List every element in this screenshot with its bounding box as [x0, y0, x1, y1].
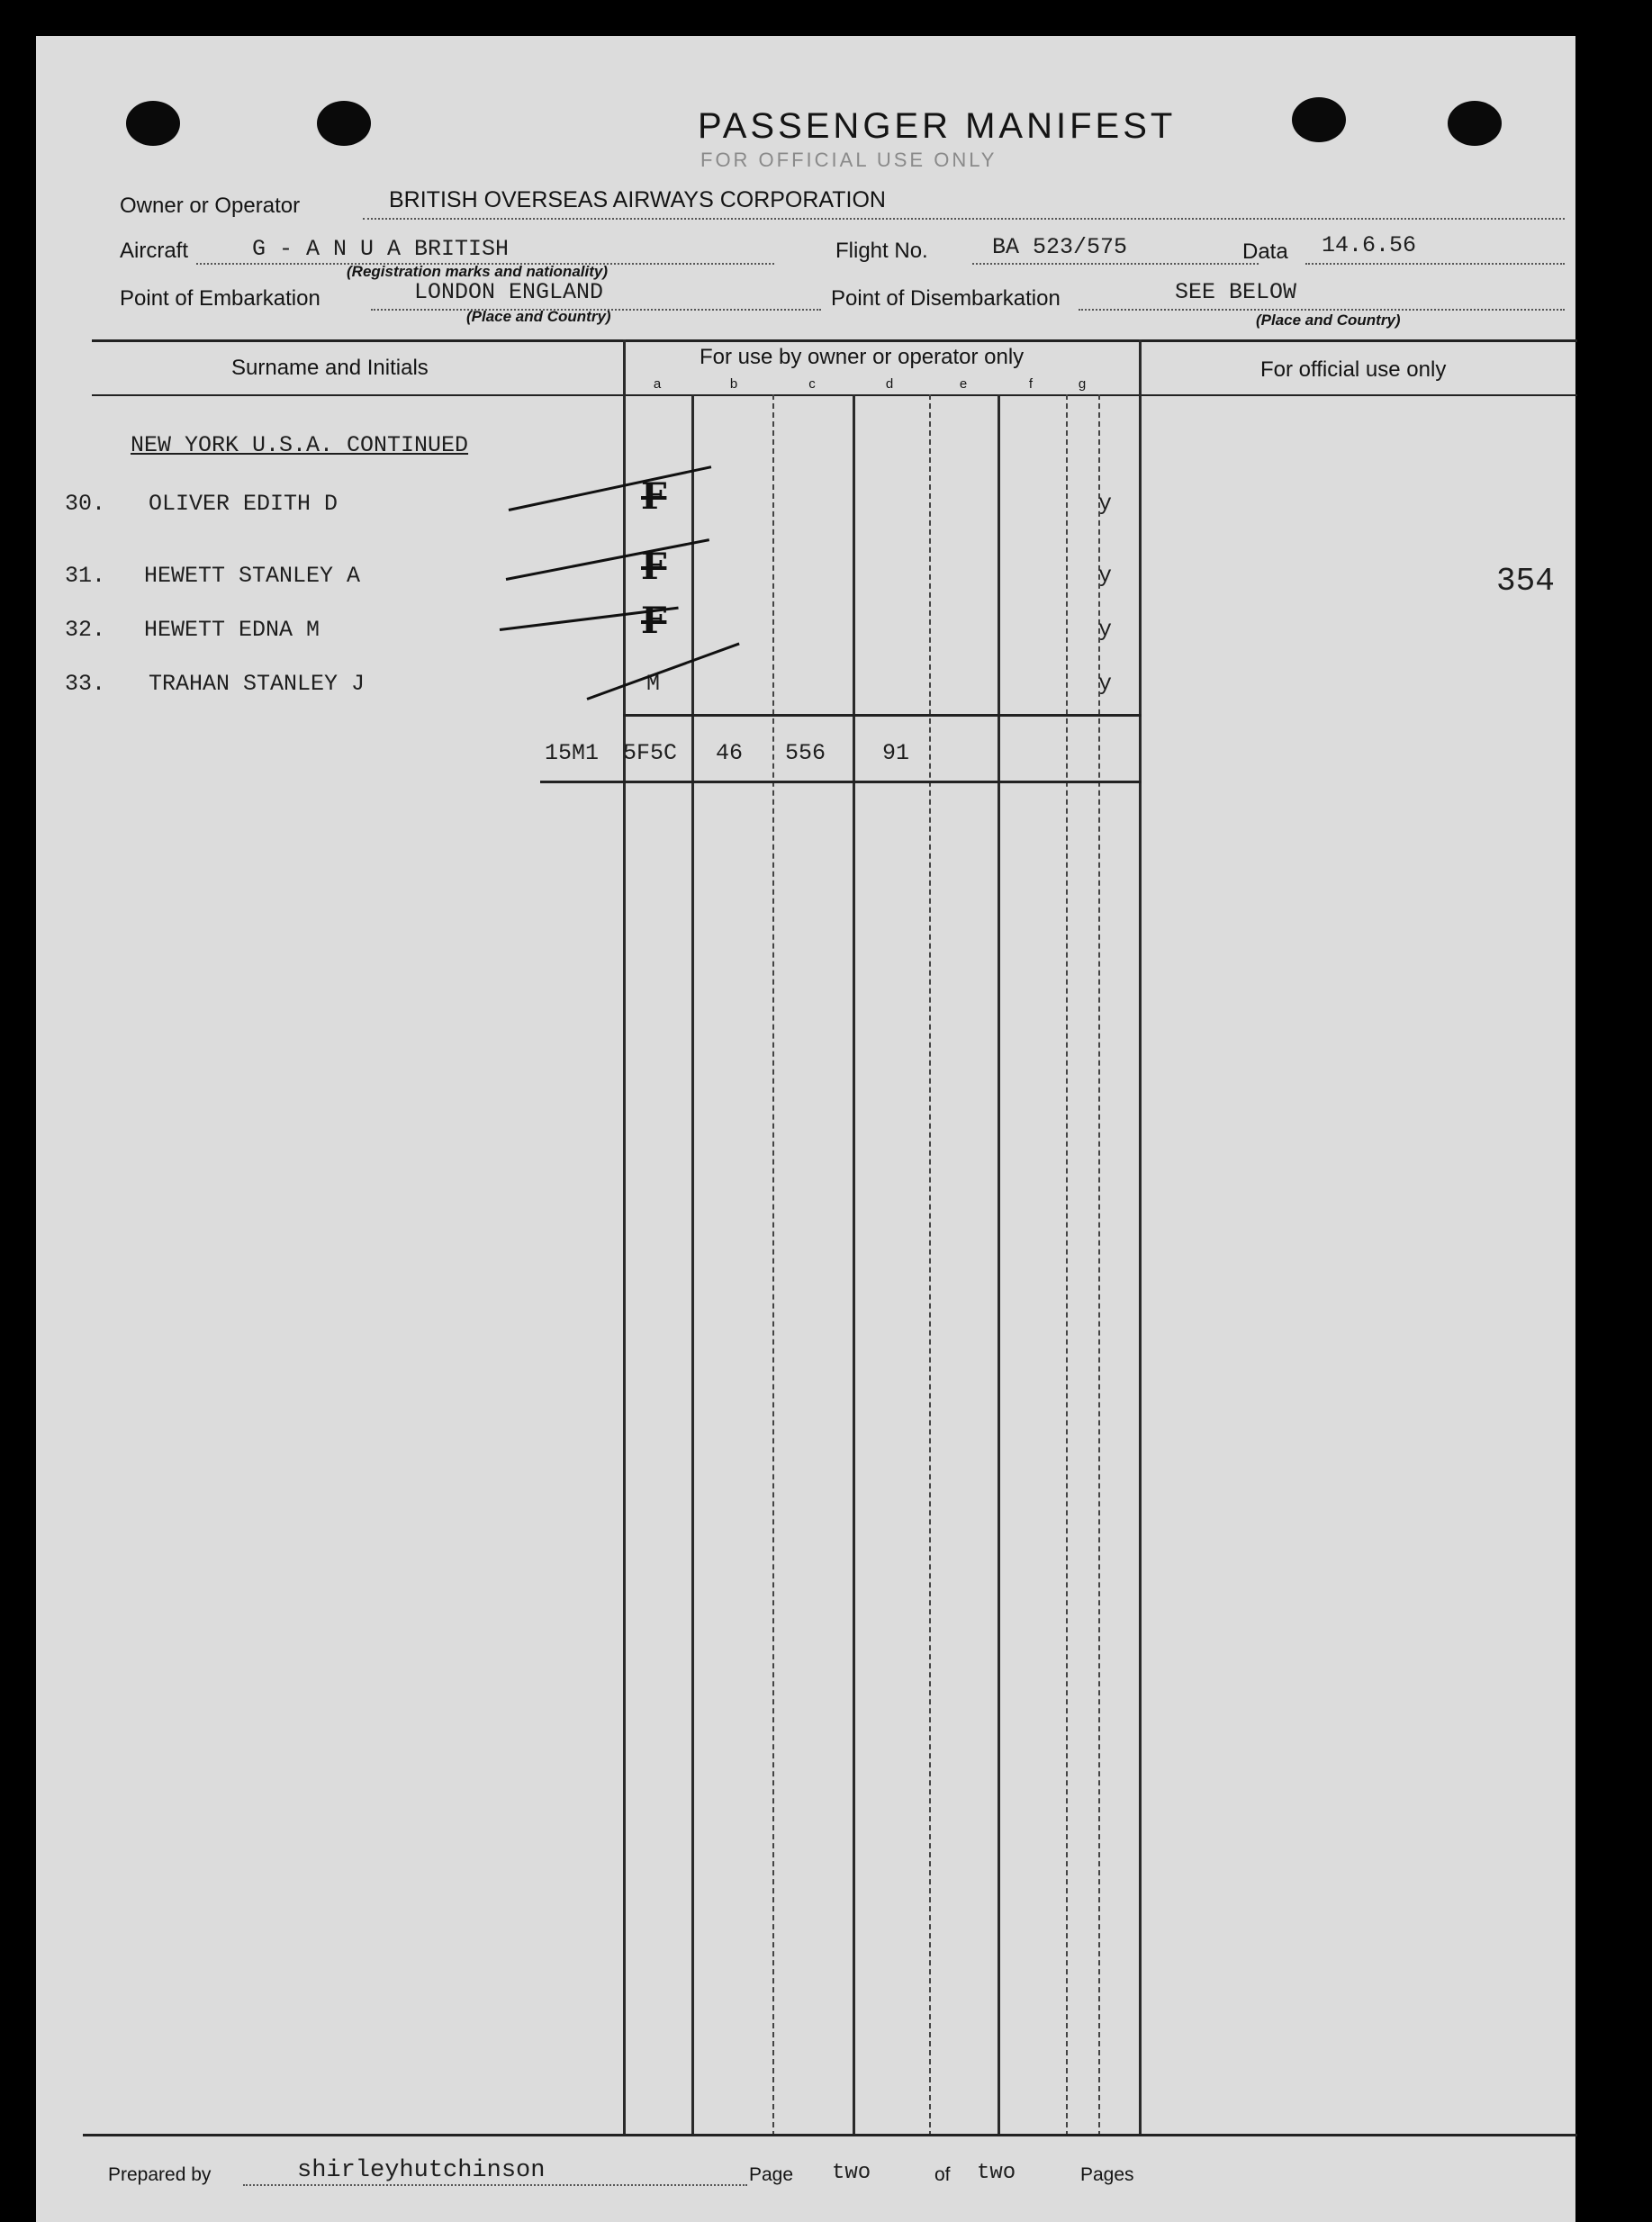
official-column-header: For official use only — [1260, 357, 1447, 382]
totals-a: 5F5C — [623, 740, 678, 766]
surname-column-header: Surname and Initials — [231, 356, 429, 380]
totals-b: 46 — [716, 740, 744, 766]
col-divider-left — [623, 339, 626, 2136]
passenger-name: TRAHAN STANLEY J — [149, 671, 366, 697]
prepared-label: Prepared by — [108, 2164, 212, 2185]
row-number: 33. — [65, 671, 106, 697]
sex-code: M — [646, 671, 661, 697]
table-top-rule — [92, 339, 1577, 342]
col-divider-official — [1139, 339, 1142, 2136]
flight-line — [972, 263, 1259, 265]
col-divider-b — [772, 394, 774, 2136]
subcol-header-b: b — [729, 376, 738, 392]
flight-label: Flight No. — [835, 239, 928, 263]
tick-mark — [506, 538, 709, 581]
table-header-rule — [92, 394, 1577, 396]
row-number: 31. — [65, 563, 106, 589]
passenger-name: HEWETT STANLEY A — [144, 563, 361, 589]
col-divider-g — [1098, 394, 1100, 2136]
sex-code: F — [641, 475, 667, 518]
col-divider-c — [853, 394, 855, 2136]
disembarkation-note: (Place and Country) — [1256, 312, 1401, 329]
aircraft-note: (Registration marks and nationality) — [347, 263, 608, 280]
section-heading: NEW YORK U.S.A. CONTINUED — [131, 432, 469, 458]
manifest-sheet — [36, 36, 1575, 2222]
punch-hole-icon — [317, 101, 371, 146]
sex-code: F — [641, 600, 667, 642]
embarkation-label: Point of Embarkation — [120, 286, 320, 311]
tick-mark — [586, 643, 739, 700]
totals-prefix: 15M1 — [545, 740, 600, 766]
prepared-line — [243, 2184, 747, 2186]
totals-top-rule — [623, 714, 1142, 717]
pages-label: Pages — [1080, 2164, 1134, 2185]
of-label: of — [934, 2164, 951, 2185]
col-divider-a — [691, 394, 694, 2136]
row-number: 32. — [65, 617, 106, 643]
operator-column-header: For use by owner or operator only — [700, 345, 1025, 369]
disembarkation-label: Point of Disembarkation — [831, 286, 1061, 311]
column-g-value: y — [1098, 671, 1113, 697]
subcol-header-g: g — [1078, 376, 1087, 392]
punch-hole-icon — [1292, 97, 1346, 142]
date-line — [1305, 263, 1565, 265]
totals-d: 91 — [882, 740, 910, 766]
owner-line — [363, 218, 1565, 220]
date-value: 14.6.56 — [1322, 232, 1417, 258]
disembarkation-line — [1079, 309, 1565, 311]
column-g-value: y — [1098, 563, 1113, 589]
page-value: two — [832, 2161, 871, 2185]
column-g-value: y — [1098, 491, 1113, 517]
aircraft-label: Aircraft — [120, 239, 189, 263]
subcol-header-a: a — [653, 376, 662, 392]
tick-mark — [509, 465, 712, 511]
totals-bottom-rule — [540, 781, 1142, 783]
embarkation-note: (Place and Country) — [466, 308, 611, 325]
subcol-header-f: f — [1028, 376, 1034, 392]
table-bottom-rule — [83, 2134, 1577, 2136]
aircraft-value: G - A N U A BRITISH — [252, 236, 510, 262]
of-value: two — [977, 2161, 1016, 2185]
passenger-name: HEWETT EDNA M — [144, 617, 320, 643]
date-label: Data — [1242, 239, 1288, 264]
disembarkation-value: SEE BELOW — [1175, 279, 1297, 305]
page-label: Page — [749, 2164, 794, 2185]
col-divider-e — [1066, 394, 1068, 2136]
official-note: 354 — [1496, 563, 1555, 600]
subcol-header-e: e — [959, 376, 968, 392]
punch-hole-icon — [1448, 101, 1502, 146]
owner-value: BRITISH OVERSEAS AIRWAYS CORPORATION — [389, 187, 886, 212]
page-subtitle: FOR OFFICIAL USE ONLY — [700, 149, 998, 171]
column-g-value: y — [1098, 617, 1113, 643]
totals-c: 556 — [785, 740, 826, 766]
embarkation-value: LONDON ENGLAND — [414, 279, 604, 305]
prepared-value: shirleyhutchinson — [297, 2157, 546, 2184]
passenger-name: OLIVER EDITH D — [149, 491, 339, 517]
page-title: PASSENGER MANIFEST — [698, 106, 1177, 146]
owner-label: Owner or Operator — [120, 194, 301, 218]
subcol-header-c: c — [808, 376, 816, 392]
sex-code: F — [641, 546, 667, 588]
col-divider-f — [998, 394, 1000, 2136]
punch-hole-icon — [126, 101, 180, 146]
subcol-header-d: d — [885, 376, 894, 392]
row-number: 30. — [65, 491, 106, 517]
flight-value: BA 523/575 — [992, 234, 1128, 260]
col-divider-d — [929, 394, 931, 2136]
